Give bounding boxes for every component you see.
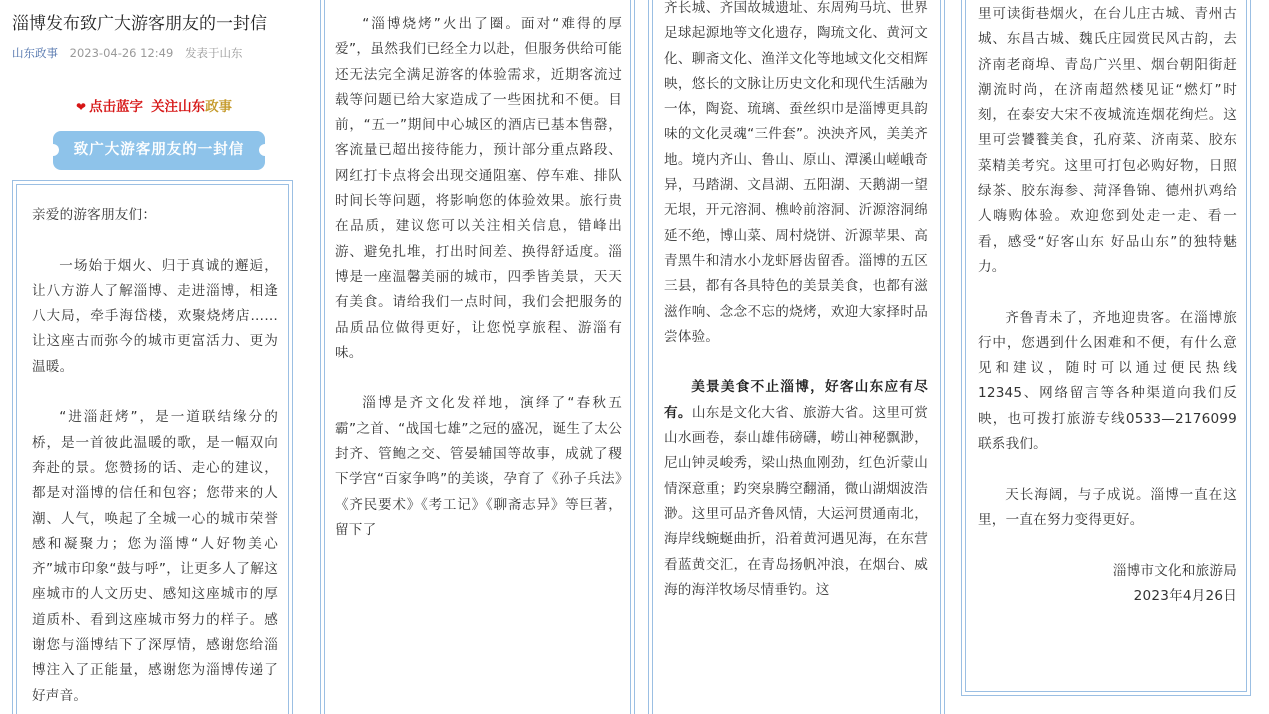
letter-paragraph: 一场始于烟火、归于真诚的邂逅，让八方游人了解淄博、走进淄博，相逢八大局，牵手海岱楼，欢聚烧烤店……让这座古而弥今的城市更富活力、更为温暖。 <box>32 257 278 375</box>
letter-greeting: 亲爱的游客朋友们： <box>32 207 157 223</box>
follow-promo[interactable] <box>76 95 232 115</box>
letter-paragraph <box>664 375 928 603</box>
brand-suffix: 政事 <box>205 99 233 115</box>
article-panel-3 <box>648 0 945 714</box>
letter-body-part-1 <box>32 203 278 714</box>
letter-paragraph-text: 山东是文化大省、旅游大省。这里可赏山水画卷，泰山雄伟磅礴，崂山神秘飘渺，尼山钟灵峻秀，梁山热血刚劲，红色沂蒙山情深意重；趵突泉腾空翻涌，微山湖烟波浩渺。这里可品齐鲁风情，大运河贯通南北，海岸线蜿蜒曲折，沿着黄河遇见海，在东营看蓝黄交汇，在青岛扬帆冲浪，在烟台、威海的海洋牧场尽情垂钓。这 <box>664 404 928 598</box>
red-heart-icon: ❤ <box>76 100 87 114</box>
article-panel-4 <box>958 0 1269 714</box>
letter-paragraph: “淄博烧烤”火出了圈。面对“难得的厚爱”，虽然我们已经全力以赴，但服务供给可能还无法完全满足游客的体验需求，近期客流过载等问题已给大家造成了一些困扰和不便。目前，“五一”期间中心城区的酒店已基本售罄，客流量已超出接待能力，预计部分重点路段、网红打卡点将会出现交通阻塞、停车难、排队时间长等问题，将影响您的体验效果。旅行贵在品质，建议您可以关注相关信息，错峰出游、避免扎堆，打出时间差、换得舒适度。淄博是一座温馨美丽的城市，四季皆美景，天天有美食。请给我们一点时间，我们会把服务的品质品位做得更好，让您悦享旅程、游淄有味。 <box>335 16 622 361</box>
letter-banner: 致广大游客朋友的一封信 <box>53 131 265 170</box>
article-panel-2 <box>320 0 635 714</box>
letter-signature: 淄博市文化和旅游局 <box>1112 562 1237 579</box>
letter-paragraph: 天长海阔，与子成说。淄博一直在这里，一直在努力变得更好。 <box>978 486 1237 528</box>
article-panel-1 <box>0 0 307 714</box>
click-blue-text: 点击蓝字 <box>89 99 144 115</box>
letter-body-part-3 <box>664 0 928 628</box>
letter-signature-block <box>978 559 1237 610</box>
letter-paragraph: 齐鲁青未了，齐地迎贵客。在淄博旅行中，您遇到什么困难和不便，有什么意见和建议，随时可以通过便民热线12345、网络留言等各种渠道向我们反映，也可拨打旅游专线0533—2176099联系我们。 <box>978 309 1237 453</box>
letter-date: 2023年4月26日 <box>1133 587 1237 604</box>
letter-paragraph-continued: 里可读街巷烟火，在台儿庄古城、青州古城、东昌古城、魏氏庄园赏民风古韵，去济南老商埠、青岛广兴里、烟台朝阳街赶潮流时尚，在济南超然楼见证“燃灯”时刻，在泰安大宋不夜城流连烟花绚烂。这里可尝饕餮美食，孔府菜、济南菜、胶东菜精美考究。这里可打包必购好物，日照绿茶、胶东海参、菏泽鲁锦、德州扒鸡给人嗨购体验。欢迎您到处走一走、看一看，感受“好客山东 好品山东”的独特魅力。 <box>978 6 1237 275</box>
letter-paragraph: 淄博是齐文化发祥地，演绎了“春秋五霸”之首、“战国七雄”之冠的盛况，诞生了太公封齐、管鲍之交、管晏辅国等故事，成就了稷下学宫“百家争鸣”的美谈，孕育了《孙子兵法》《齐民要术》《考工记》《聊斋志异》等巨著，留下了 <box>335 395 622 538</box>
account-name-link[interactable]: 山东政事 <box>12 46 58 60</box>
publish-location: 发表于山东 <box>184 46 243 60</box>
follow-text: 关注 <box>151 99 179 115</box>
letter-body-part-2 <box>335 12 622 569</box>
letter-paragraph: “进淄赶烤”，是一道联结缘分的桥，是一首彼此温暖的歌，是一幅双向奔赴的景。您赞扬的话、走心的建议，都是对淄博的信任和包容；您带来的人潮、人气，唤起了全城一心的城市荣誉感和凝聚力；您为淄博“人好物美心齐”城市印象“鼓与呼”，让更多人了解这座城市的人文历史、感知这座城市的厚道质朴、看到这座城市努力的样子。感谢您与淄博结下了深厚情，感谢您给淄博注入了正能量，感谢您为淄博传递了好声音。 <box>32 409 278 704</box>
letter-body-part-4 <box>978 2 1237 609</box>
article-meta <box>12 45 242 61</box>
letter-paragraph-continued: 齐长城、齐国故城遗址、东周殉马坑、世界足球起源地等文化遗存，陶琉文化、黄河文化、聊斋文化、渔洋文化等地域文化交相辉映，悠长的文脉让历史文化和现代生活融为一体，陶瓷、琉璃、蚕丝织巾是淄博更具韵味的文化灵魂“三件套”。泱泱齐风，美美齐地。境内齐山、鲁山、原山、潭溪山嵯峨奇异，马踏湖、文昌湖、五阳湖、天鹅湖一望无垠，开元溶洞、樵岭前溶洞、沂源溶洞绵延不绝，博山菜、周村烧饼、沂源苹果、高青黑牛和清水小龙虾唇齿留香。淄博的五区三县，都有各具特色的美景美食，也都有滋滋作响、念念不忘的烧烤，欢迎大家择时品尝体验。 <box>664 0 928 345</box>
publish-datetime: 2023-04-26 12:49 <box>69 46 174 60</box>
article-title: 淄博发布致广大游客朋友的一封信 <box>12 14 267 34</box>
brand-text: 山东 <box>178 99 206 115</box>
letter-paragraph-bold-lead: 美景美食不止淄博，好客山东应有尽有。 <box>664 379 928 421</box>
